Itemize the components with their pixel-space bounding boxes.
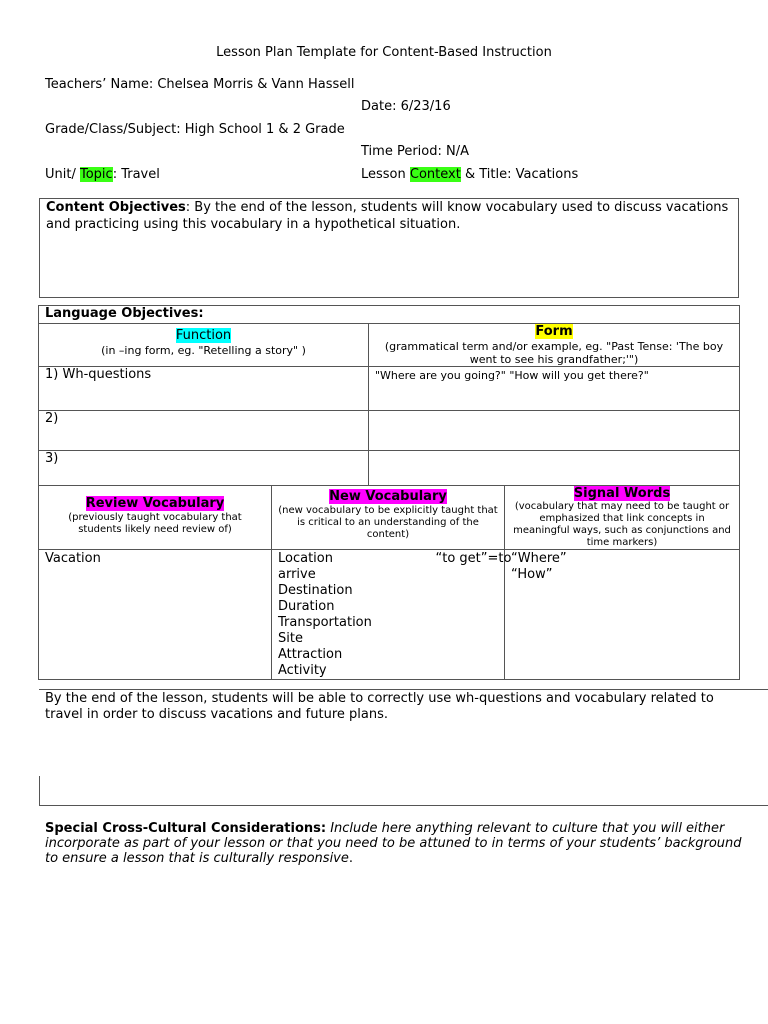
review-vocab-subtext: (previously taught vocabulary that students likely need review of) [68, 512, 242, 535]
list-item: Site [278, 631, 303, 646]
content-objectives-label: Content Objectives [46, 200, 186, 215]
unit-value: : Travel [112, 167, 160, 182]
page-title: Lesson Plan Template for Content-Based Instruction [216, 45, 552, 60]
summary-divider [39, 689, 768, 690]
grade-value: High School 1 & 2 Grade [184, 122, 345, 137]
date-line [361, 99, 451, 114]
teacher-value: Chelsea Morris & Vann Hassell [157, 77, 355, 92]
signal-words-heading: Signal Words [573, 486, 671, 501]
unit-topic-line [45, 167, 160, 182]
review-vocab-header [39, 486, 272, 550]
summary-box [39, 776, 768, 806]
to-get-note: “to get”=to [435, 551, 512, 566]
teacher-name-line [45, 77, 355, 92]
date-value: 6/23/16 [400, 99, 451, 114]
lesson-title-line [361, 167, 578, 182]
new-words-cell [272, 550, 512, 680]
language-objectives-header: Language Objectives: [39, 306, 740, 324]
grade-line [45, 122, 345, 137]
list-item: Destination [278, 583, 353, 598]
unit-prefix: Unit/ [45, 167, 80, 182]
cross-cultural-section [45, 821, 745, 866]
objective-form-cell [369, 411, 740, 451]
objective-function-cell: 1) Wh-questions [39, 367, 369, 411]
signal-words-subtext: (vocabulary that may need to be taught or emphasized that link concepts in meaningful ways, such as conjunctions and time markers) [513, 501, 731, 548]
time-value: N/A [446, 144, 469, 159]
summary-text: By the end of the lesson, students will be able to correctly use wh-questions and vocabulary related to travel in order to discuss vacations and future plans. [45, 691, 714, 722]
topic-highlight: Topic [79, 167, 113, 182]
function-header-cell [39, 324, 369, 367]
language-objectives-table [38, 305, 740, 486]
vocabulary-table [38, 485, 740, 680]
date-label: Date: [361, 99, 401, 114]
objective-row [39, 367, 740, 411]
function-heading: Function [175, 328, 232, 343]
grade-label: Grade/Class/Subject: [45, 122, 185, 137]
teacher-label: Teachers’ Name: [45, 77, 158, 92]
objective-row [39, 451, 740, 486]
new-vocab-header [272, 486, 505, 550]
new-vocab-subtext: (new vocabulary to be explicitly taught that is critical to an understanding of the content) [278, 505, 498, 540]
list-item: Duration [278, 599, 335, 614]
special-considerations-text: Include here anything relevant to culture that you will either incorporate as part of your lesson or that you need to be attuned to in terms of your students’ background to ensure a lesson that is culturally responsive [45, 821, 742, 866]
list-item: Location “to get”=to [278, 551, 512, 566]
lesson-title-value: & Title: Vacations [460, 167, 579, 182]
form-header-cell [369, 324, 740, 367]
function-subtext: (in –ing form, eg. "Retelling a story" ) [101, 344, 306, 357]
time-period-line [361, 144, 469, 159]
lesson-prefix: Lesson [361, 167, 410, 182]
new-vocab-heading: New Vocabulary [329, 489, 447, 504]
time-label: Time Period: [361, 144, 446, 159]
list-item: Activity [278, 663, 327, 678]
objective-form-cell: "Where are you going?" "How will you get there?" [369, 367, 740, 411]
content-objectives-text: : By the end of the lesson, students will know vocabulary used to discuss vacations and practicing using this vocabulary in a hypothetical situation. [46, 200, 729, 232]
objective-function-cell: 3) [39, 451, 369, 486]
list-item: Transportation [278, 615, 372, 630]
objective-function-cell: 2) [39, 411, 369, 451]
review-words-cell [39, 550, 272, 680]
list-item: Vacation [45, 551, 101, 566]
objective-form-cell [369, 451, 740, 486]
list-item: “How” [511, 567, 553, 582]
list-item: Attraction [278, 647, 343, 662]
special-considerations-label: Special Cross-Cultural Considerations: [45, 821, 327, 836]
signal-words-header [505, 486, 740, 550]
signal-words-cell [505, 550, 740, 680]
review-vocab-heading: Review Vocabulary [85, 496, 225, 511]
content-objectives-box [39, 198, 739, 298]
list-item: arrive [278, 567, 316, 582]
list-item: “Where” [511, 551, 567, 566]
objective-row [39, 411, 740, 451]
special-considerations-end: . [348, 851, 354, 866]
form-subtext: (grammatical term and/or example, eg. "Past Tense: 'The boy went to see his grandfather;'") [384, 340, 724, 366]
form-heading: Form [535, 324, 573, 339]
context-highlight: Context [409, 167, 461, 182]
